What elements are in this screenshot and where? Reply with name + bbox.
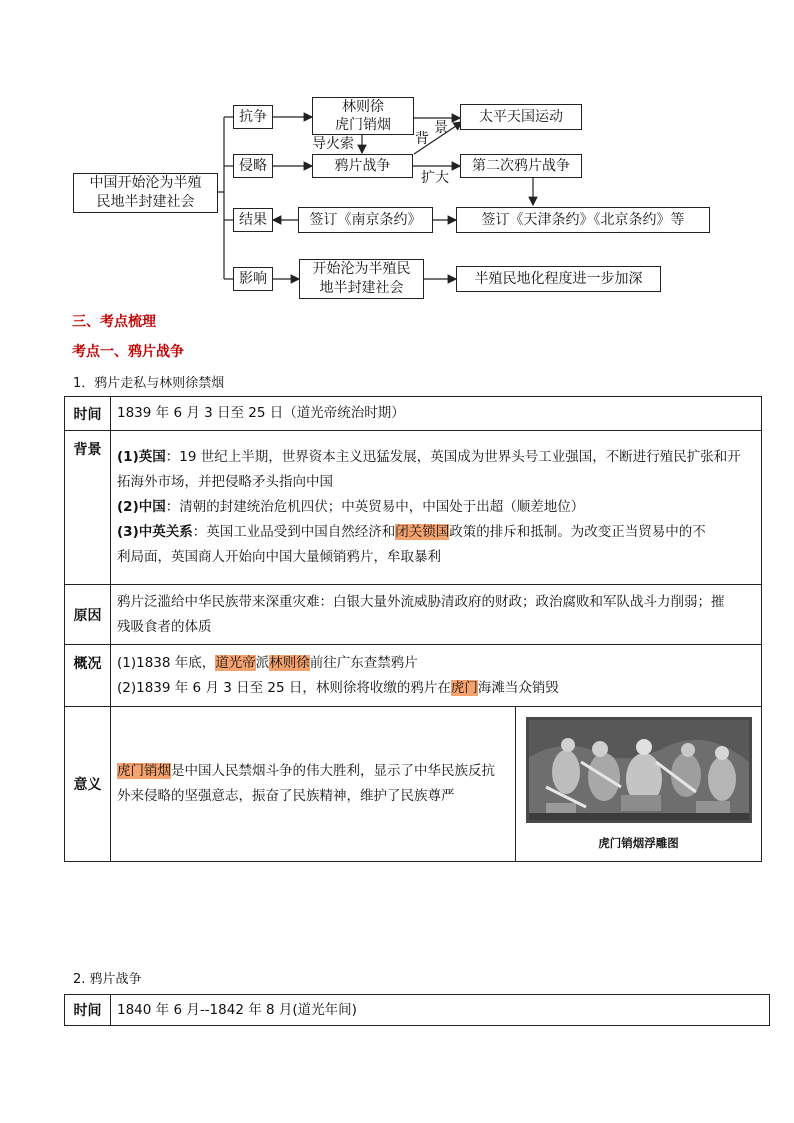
table-row — [65, 431, 762, 585]
lin-zexu-box — [312, 97, 414, 135]
background-content — [111, 431, 762, 585]
second-opium-war-box: 第二次鸦片战争 — [460, 154, 582, 178]
meaning-highlight: 虎门销烟 — [117, 763, 171, 779]
branch-result: 结果 — [233, 208, 273, 232]
table-row — [65, 707, 762, 862]
deepen-box: 半殖民地化程度进一步加深 — [456, 266, 661, 292]
point-title: 考点一、鸦片战争 — [72, 344, 184, 360]
fuse-label: 导火索 — [312, 136, 354, 152]
relief-sculpture-image — [526, 717, 752, 823]
branch-resist: 抗争 — [233, 105, 273, 129]
ov2-pre: (2)1839 年 6 月 3 日至 25 日，林则徐将收缴的鸦片在 — [117, 679, 451, 696]
table2-title: 2. 鸦片战争 — [73, 972, 142, 987]
ov1-mid: 派 — [255, 654, 270, 671]
cause-content — [111, 585, 762, 645]
root-line-1: 中国开始沦为半殖 — [89, 175, 202, 191]
time-value: 1839 年 6 月 3 日至 25 日（道光帝统治时期） — [111, 397, 762, 431]
background-label: 背景 — [65, 431, 111, 585]
nanjing-treaty-box: 签订《南京条约》 — [298, 207, 433, 233]
ov1-post: 前往广东查禁鸦片 — [309, 654, 418, 671]
overview-label: 概况 — [65, 645, 111, 707]
overview-content — [111, 645, 762, 707]
bg3-pre: ：英国工业品受到中国自然经济和 — [192, 524, 396, 540]
ov1-highlight-lin: 林则徐 — [269, 654, 310, 671]
bg1-label: (1)英国 — [117, 449, 166, 465]
table-row — [65, 397, 762, 431]
opium-ban-table — [64, 396, 762, 862]
cause-line-1: 鸦片泛滥给中华民族带来深重灾难：白银大量外流威胁清政府的财政；政治腐败和军队战斗力削弱；摧 — [117, 593, 725, 610]
bg3-label: (3)中英关系 — [117, 524, 193, 540]
war-time-value: 1840 年 6 月--1842 年 8 月(道光年间) — [111, 995, 770, 1026]
background-label-2: 景 — [434, 120, 448, 136]
ov1-highlight-emperor: 道光帝 — [215, 654, 256, 671]
opium-war-table — [64, 994, 770, 1026]
tianjin-beijing-box: 签订《天津条约》《北京条约》等 — [456, 207, 710, 233]
meaning-line-2: 外来侵略的坚强意志，振奋了民族精神，维护了民族尊严 — [117, 788, 455, 804]
bg3-line-2: 利局面，英国商人开始向中国大量倾销鸦片，牟取暴利 — [117, 549, 441, 565]
semi-colonial-box — [299, 259, 424, 299]
semi-line-1: 开始沦为半殖民 — [312, 261, 411, 277]
cause-label: 原因 — [65, 585, 111, 645]
relief-image-caption: 虎门销烟浮雕图 — [598, 836, 679, 850]
taiping-box: 太平天国运动 — [460, 104, 582, 130]
bg3-highlight: 闭关锁国 — [395, 524, 450, 540]
war-time-label: 时间 — [65, 995, 111, 1026]
table-row — [65, 645, 762, 707]
table1-title: 1．鸦片走私与林则徐禁烟 — [73, 376, 225, 391]
ov2-post: 海滩当众销毁 — [477, 679, 559, 696]
ov1-pre: (1)1838 年底， — [117, 654, 216, 671]
branch-invasion: 侵略 — [233, 154, 273, 178]
lin-line-2: 虎门销烟 — [335, 117, 391, 133]
bg2-label: (2)中国 — [117, 499, 166, 515]
cause-line-2: 残吸食者的体质 — [117, 618, 212, 635]
expand-label: 扩大 — [421, 170, 449, 186]
table-row — [65, 585, 762, 645]
root-box — [73, 173, 218, 213]
bg3-post: 政策的排斥和抵制。为改变正当贸易中的不 — [449, 524, 706, 540]
bg1-line-1: ：19 世纪上半期，世界资本主义迅猛发展，英国成为世界头号工业强国，不断进行殖民扩张和开 — [165, 449, 741, 465]
root-line-2: 民地半封建社会 — [96, 194, 195, 210]
relief-image-cell — [516, 707, 762, 862]
table-row — [65, 995, 770, 1026]
branch-impact: 影响 — [233, 267, 273, 291]
semi-line-2: 地半封建社会 — [319, 280, 404, 296]
bg1-line-2: 拓海外市场，并把侵略矛头指向中国 — [117, 474, 333, 490]
meaning-line-1: 是中国人民禁烟斗争的伟大胜利，显示了中华民族反抗 — [171, 763, 495, 779]
meaning-content — [111, 707, 516, 862]
background-label-1: 背 — [415, 131, 429, 147]
lin-line-1: 林则徐 — [342, 99, 384, 115]
time-label: 时间 — [65, 397, 111, 431]
section-title: 三、考点梳理 — [72, 314, 156, 330]
bg2-text: ：清朝的封建统治危机四伏；中英贸易中，中国处于出超（顺差地位） — [165, 499, 585, 515]
meaning-label: 意义 — [65, 707, 111, 862]
opium-war-box: 鸦片战争 — [312, 154, 413, 178]
ov2-highlight: 虎门 — [450, 679, 478, 696]
concept-diagram — [0, 0, 794, 310]
